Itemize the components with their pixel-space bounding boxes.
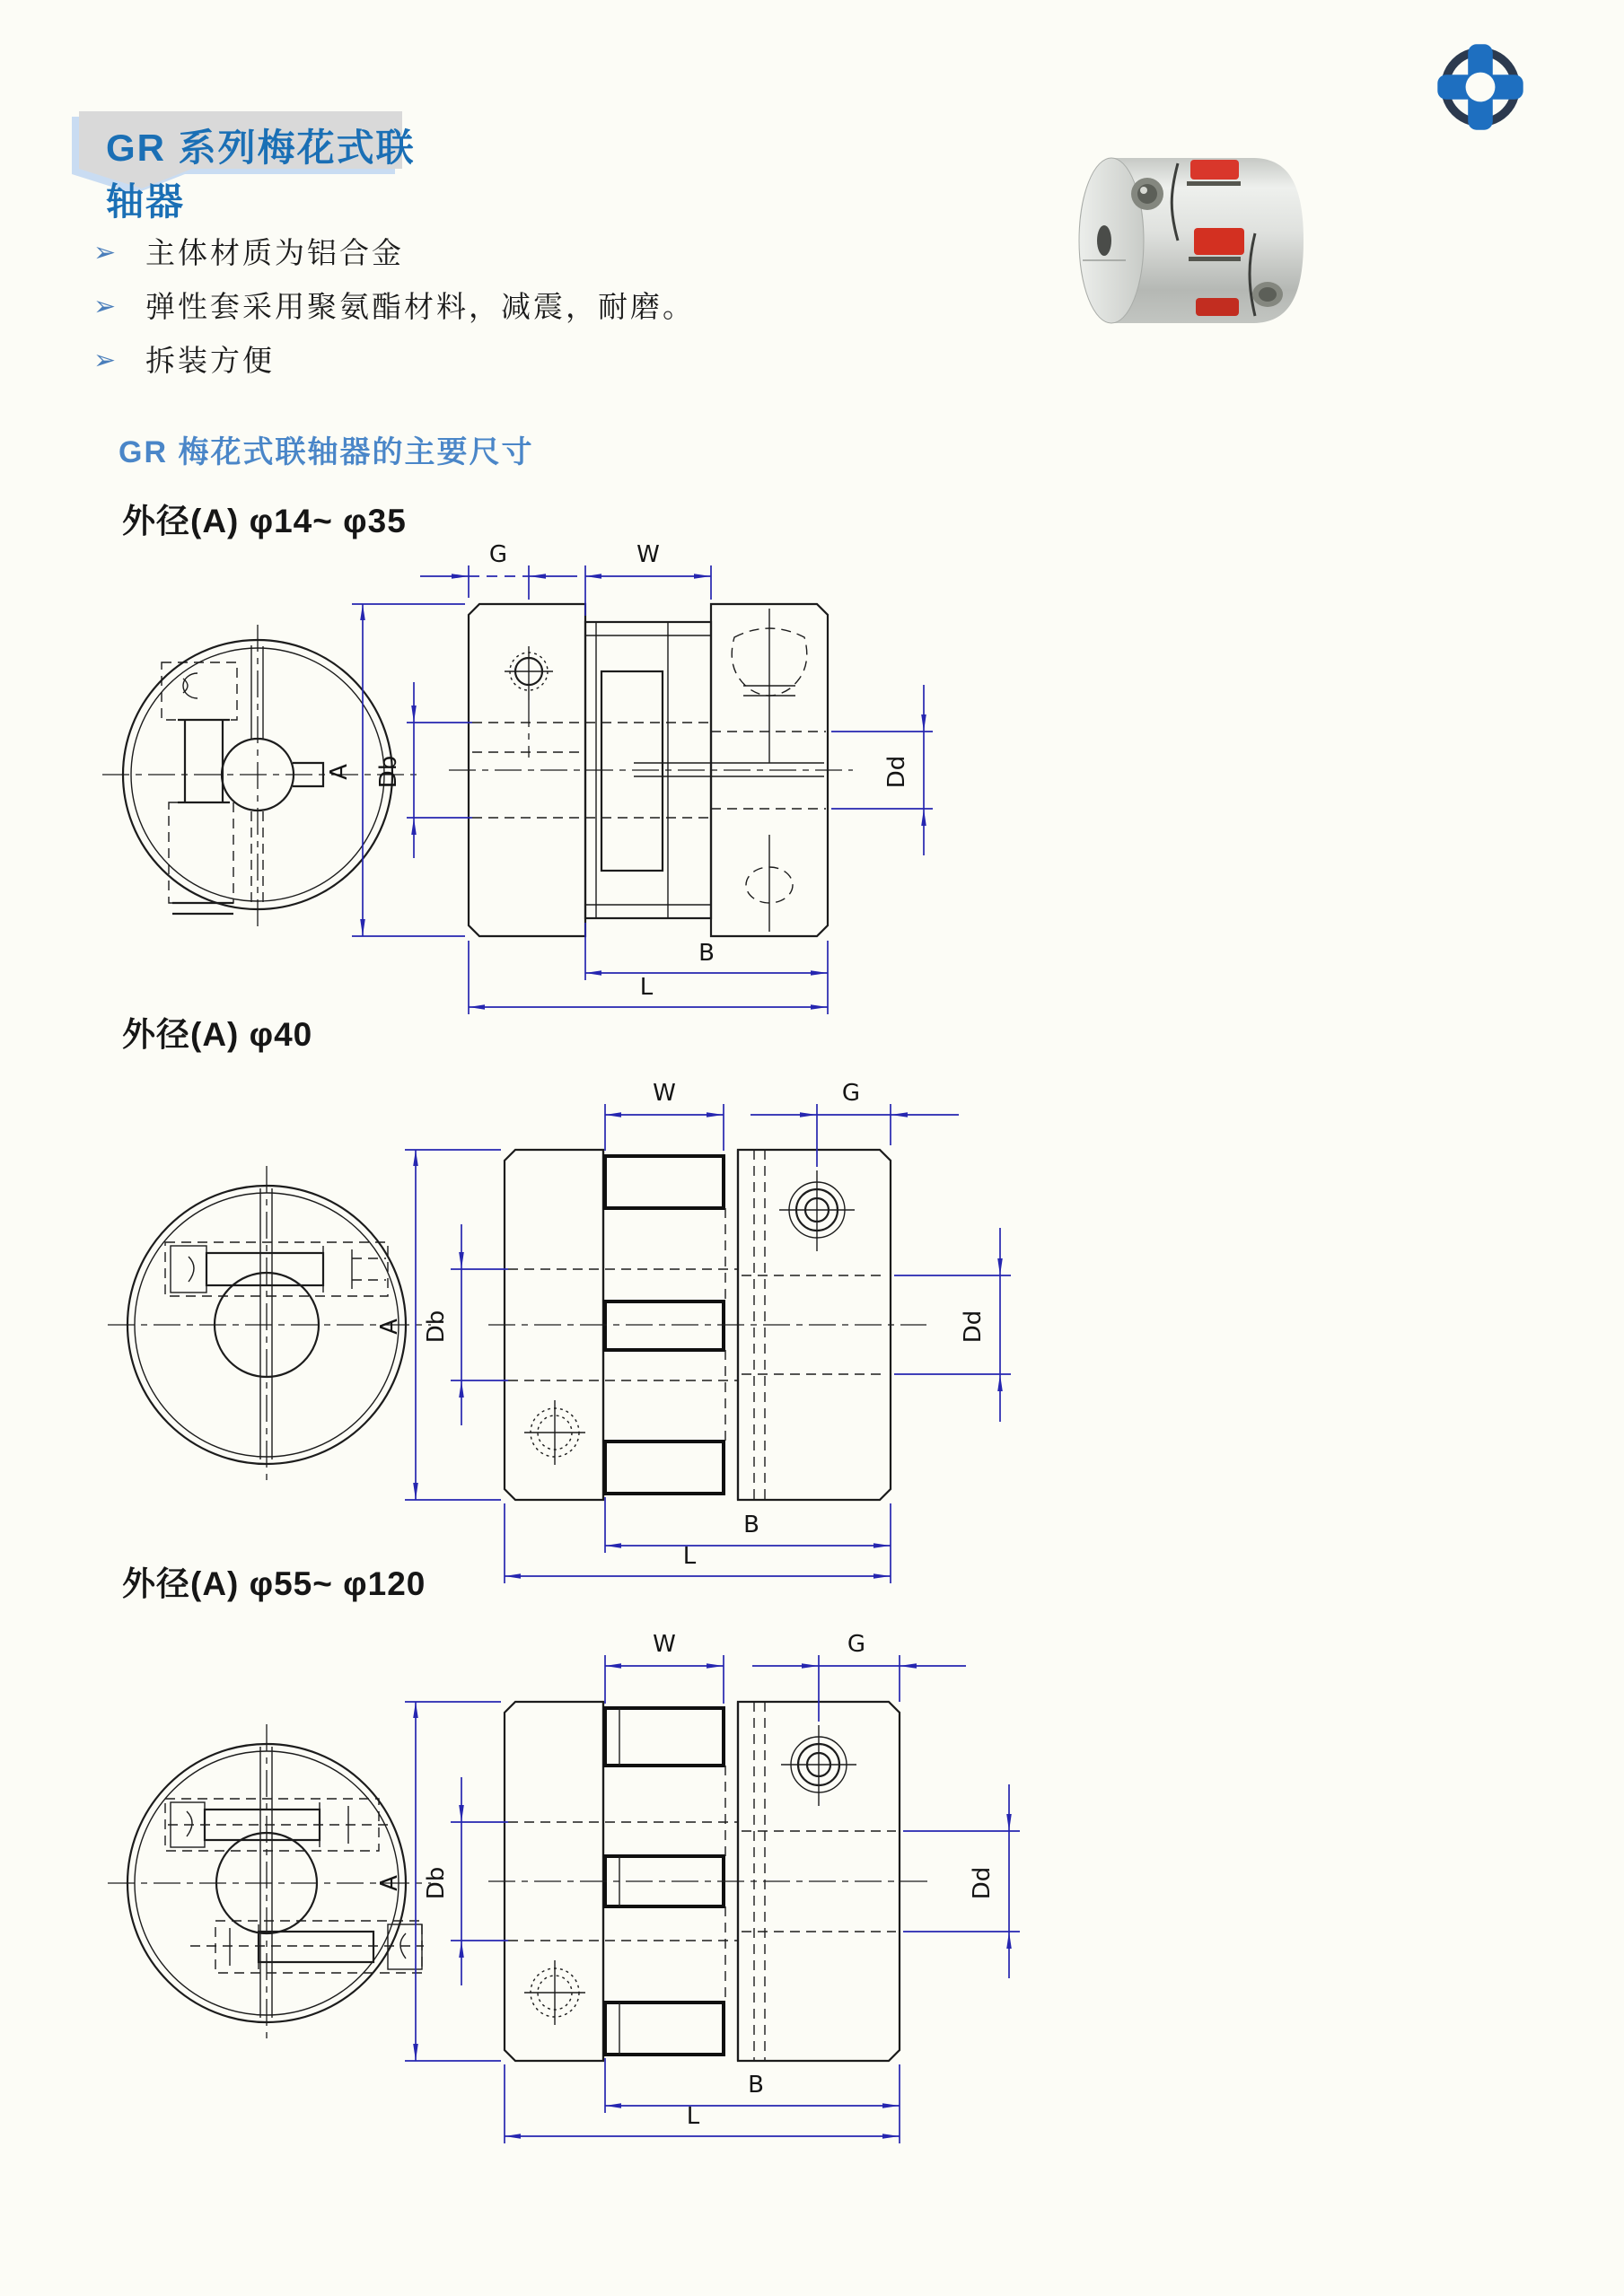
dim-label-l: L <box>639 974 654 1001</box>
section-view <box>488 1702 934 2061</box>
dim-label-b: B <box>748 2072 764 2099</box>
dim-label-g: G <box>847 1631 866 1658</box>
dim-label-w: W <box>653 1631 676 1658</box>
dim-label-g: G <box>841 1080 861 1107</box>
dim-label-dd: Dd <box>883 755 910 789</box>
dimensions <box>326 541 933 1014</box>
section-heading-2: 外径(A) φ40 <box>122 1016 313 1053</box>
dim-label-db: Db <box>423 1866 450 1900</box>
dimensions-subtitle: GR 梅花式联轴器的主要尺寸 <box>119 435 534 469</box>
list-item <box>93 235 695 271</box>
company-logo-icon <box>1433 39 1528 135</box>
dim-label-l: L <box>682 1543 697 1570</box>
feature-text: 拆装方便 <box>145 343 275 378</box>
arrow-bullet-icon: ➢ <box>93 346 117 375</box>
dim-label-l: L <box>686 2103 700 2130</box>
page-title: GR 系列梅花式联轴器 <box>106 127 416 223</box>
front-view <box>102 625 417 928</box>
technical-drawing-phi55-120 <box>83 1623 1048 2148</box>
section-heading-3: 外径(A) φ55~ φ120 <box>122 1565 426 1602</box>
title-banner <box>66 111 417 223</box>
dim-label-a: A <box>326 764 353 780</box>
feature-text: 弹性套采用聚氨酯材料，减震，耐磨。 <box>145 289 695 324</box>
product-photo <box>1041 124 1342 371</box>
dim-label-a: A <box>376 1875 403 1891</box>
dim-label-g: G <box>488 541 508 568</box>
dim-label-dd: Dd <box>960 1310 987 1344</box>
list-item <box>93 289 695 325</box>
feature-text: 主体材质为铝合金 <box>145 235 404 270</box>
technical-drawing-phi14-35 <box>83 537 935 1021</box>
section-heading-1: 外径(A) φ14~ φ35 <box>122 503 407 539</box>
technical-drawing-phi40 <box>83 1074 1048 1587</box>
arrow-bullet-icon: ➢ <box>93 292 117 321</box>
dim-label-b: B <box>698 940 715 967</box>
list-item <box>93 343 695 379</box>
section-view <box>449 604 853 936</box>
dim-label-db: Db <box>375 755 402 789</box>
feature-list <box>93 235 695 397</box>
section-view <box>488 1150 926 1500</box>
arrow-bullet-icon: ➢ <box>93 238 117 267</box>
dim-label-dd: Dd <box>969 1866 996 1900</box>
dim-label-b: B <box>743 1512 759 1538</box>
dim-label-w: W <box>636 541 660 568</box>
dim-label-w: W <box>653 1080 676 1107</box>
dim-label-a: A <box>376 1319 403 1335</box>
dim-label-db: Db <box>423 1310 450 1344</box>
